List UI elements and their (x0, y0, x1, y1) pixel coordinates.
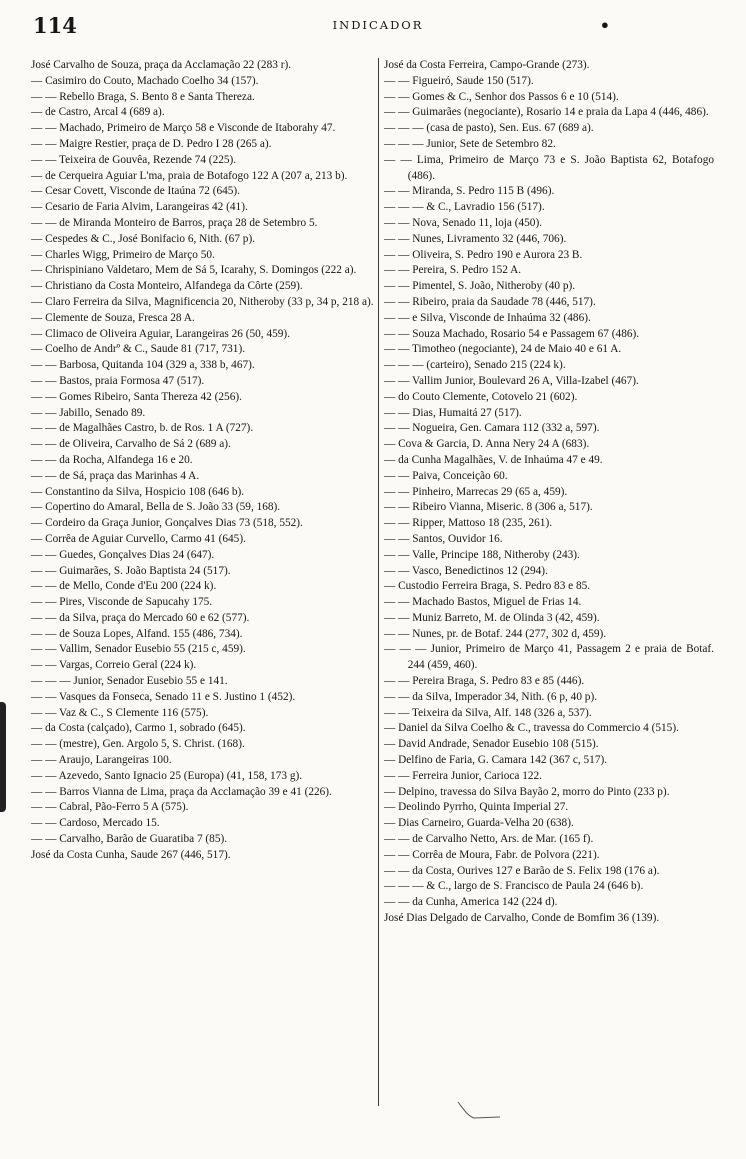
directory-entry: — Cesario de Faria Alvim, Larangeiras 42 (41). (31, 201, 248, 214)
directory-entry: — — da Silva, praça do Mercado 60 e 62 (577). (31, 611, 250, 624)
directory-entry: — — Nogueira, Gen. Camara 112 (332 a, 597). (384, 422, 600, 435)
directory-entry: — — de Carvalho Netto, Ars. de Mar. (165 f). (384, 833, 594, 846)
page-header (33, 14, 723, 40)
directory-entry: — — Machado, Primeiro de Março 58 e Visconde de Itaborahy 47. (31, 122, 336, 135)
directory-entry: — — de Sá, praça das Marinhas 4 A. (31, 469, 200, 482)
directory-entry: — Custodio Ferreira Braga, S. Pedro 83 e 85. (384, 580, 591, 593)
left-column (31, 58, 374, 1108)
directory-entry: — do Couto Clemente, Cotovelo 21 (602). (384, 390, 578, 403)
directory-entry: — — Muniz Barreto, M. de Olinda 3 (42, 459). (384, 611, 600, 624)
directory-entry: — — (mestre), Gen. Argolo 5, S. Christ. (168). (31, 738, 245, 751)
running-head: INDICADOR (332, 18, 424, 32)
directory-entry: — — Vargas, Correio Geral (224 k). (31, 659, 197, 672)
directory-entry: — — de Mello, Conde d'Eu 200 (224 k). (31, 580, 217, 593)
directory-entry: — — Cardoso, Mercado 15. (31, 817, 160, 830)
directory-entry: — — Pereira Braga, S. Pedro 83 e 85 (446). (384, 675, 585, 688)
directory-entry: José da Costa Cunha, Saude 267 (446, 517). (31, 848, 231, 861)
directory-entry: — — Gomes Ribeiro, Santa Thereza 42 (256). (31, 390, 242, 403)
directory-entry: — Casimiro do Couto, Machado Coelho 34 (157). (31, 74, 259, 87)
directory-entry: — — Vasco, Benedictinos 12 (294). (384, 564, 548, 577)
directory-entry: — — Corrêa de Moura, Fabr. de Polvora (221). (384, 848, 600, 861)
directory-entry: — — Figueiró, Saude 150 (517). (384, 74, 534, 87)
directory-entry: — — Machado Bastos, Miguel de Frias 14. (384, 596, 582, 609)
directory-entry: — — e Silva, Visconde de Inhaúma 32 (486). (384, 311, 591, 324)
directory-entry: — Dias Carneiro, Guarda-Velha 20 (638). (384, 817, 574, 830)
directory-entry: — — de Souza Lopes, Alfand. 155 (486, 734). (31, 627, 243, 640)
directory-entry: — — Ribeiro, praia da Saudade 78 (446, 517). (384, 295, 596, 308)
directory-entry: — — Carvalho, Barão de Guaratiba 7 (85). (31, 833, 228, 846)
directory-entry: — Charles Wigg, Primeiro de Março 50. (31, 248, 215, 261)
directory-entry: — — — & C., largo de S. Francisco de Paula 24 (646 b). (384, 880, 644, 893)
directory-entry: — Copertino do Amaral, Bella de S. João 33 (59, 168). (31, 501, 281, 514)
directory-entry: — — Ferreira Junior, Carioca 122. (384, 769, 542, 782)
directory-entry: — — — (casa de pasto), Sen. Eus. 67 (689 a). (384, 122, 594, 135)
directory-entry: — — Vasques da Fonseca, Senado 11 e S. Justino 1 (452). (31, 690, 296, 703)
directory-entry: — de Castro, Arcal 4 (689 a). (31, 106, 165, 119)
directory-entry: — Delpino, travessa do Silva Bayão 2, morro do Pinto (233 p). (384, 785, 670, 798)
directory-entry: — — Azevedo, Santo Ignacio 25 (Europa) (41, 158, 173 g). (31, 769, 303, 782)
directory-entry: — — Ribeiro Vianna, Miseric. 8 (306 a, 517). (384, 501, 593, 514)
directory-entry: — — Lima, Primeiro de Março 73 e S. João Baptista 62, Botafogo (486). (384, 153, 714, 182)
directory-entry: — — Teixeira da Silva, Alf. 148 (326 a, 537). (384, 706, 592, 719)
directory-entry: — — Vallim, Senador Eusebio 55 (215 c, 459). (31, 643, 246, 656)
directory-entry: — Clemente de Souza, Fresca 28 A. (31, 311, 195, 324)
binding-shadow (0, 702, 6, 812)
directory-entry: — — da Rocha, Alfandega 16 e 20. (31, 453, 193, 466)
directory-entry: — — Santos, Ouvidor 16. (384, 532, 503, 545)
directory-entry: José Dias Delgado de Carvalho, Conde de Bomfim 36 (139). (384, 912, 660, 925)
directory-entry: — — Gomes & C., Senhor dos Passos 6 e 10 (514). (384, 90, 619, 103)
directory-entry: — Constantino da Silva, Hospicio 108 (646 b). (31, 485, 245, 498)
directory-entry: — — Maigre Restier, praça de D. Pedro I 28 (265 a). (31, 137, 272, 150)
directory-entry: — — Guedes, Gonçalves Dias 24 (647). (31, 548, 215, 561)
directory-entry: — — Ripper, Mattoso 18 (235, 261). (384, 517, 553, 530)
directory-entry: — — Vallim Junior, Boulevard 26 A, Villa-Izabel (467). (384, 374, 639, 387)
directory-entry: — Cova & Garcia, D. Anna Nery 24 A (683). (384, 438, 590, 451)
directory-entry: — — Rebello Braga, S. Bento 8 e Santa Thereza. (31, 90, 255, 103)
directory-entry: — Coelho de Andrº & C., Saude 81 (717, 731). (31, 343, 246, 356)
column-divider (378, 58, 379, 1106)
directory-entry: — da Cunha Magalhães, V. de Inhaúma 47 e 49. (384, 453, 603, 466)
directory-entry: — — Jabillo, Senado 89. (31, 406, 146, 419)
directory-entry: — — Araujo, Larangeiras 100. (31, 754, 172, 767)
pen-mark-icon (456, 1098, 516, 1122)
directory-entry: — — Vaz & C., S Clemente 116 (575). (31, 706, 209, 719)
page-number: 114 (33, 13, 77, 38)
directory-entry: — — Dias, Humaitá 27 (517). (384, 406, 522, 419)
directory-entry: — — Guimarães, S. João Baptista 24 (517). (31, 564, 231, 577)
directory-entry: — — Nunes, pr. de Botaf. 244 (277, 302 d, 459). (384, 627, 607, 640)
directory-entry: — — de Oliveira, Carvalho de Sá 2 (689 a). (31, 438, 231, 451)
directory-entry: — Daniel da Silva Coelho & C., travessa do Commercio 4 (515). (384, 722, 679, 735)
directory-entry: — Climaco de Oliveira Aguiar, Larangeiras 26 (50, 459). (31, 327, 290, 340)
directory-entry: José Carvalho de Souza, praça da Acclamação 22 (283 r). (31, 59, 292, 71)
directory-entry: — — — (carteiro), Senado 215 (224 k). (384, 359, 566, 372)
directory-entry: — — Bastos, praia Formosa 47 (517). (31, 374, 205, 387)
directory-entry: — Delfino de Faria, G. Camara 142 (367 c, 517). (384, 754, 608, 767)
directory-entry: — — Paiva, Conceição 60. (384, 469, 508, 482)
directory-entry: — de Cerqueira Aguiar L'ma, praia de Botafogo 122 A (207 a, 213 b). (31, 169, 348, 182)
printer-dot: • (599, 16, 610, 35)
directory-entry: — — Pimentel, S. João, Nitheroby (40 p). (384, 280, 576, 293)
directory-entry: — — Timotheo (negociante), 24 de Maio 40 e 61 A. (384, 343, 622, 356)
directory-entry: — Christiano da Costa Monteiro, Alfandega da Côrte (259). (31, 280, 303, 293)
directory-entry: — — — & C., Lavradio 156 (517). (384, 201, 545, 214)
directory-entry: — — Nova, Senado 11, loja (450). (384, 216, 543, 229)
directory-entry: — Claro Ferreira da Silva, Magnificencia 20, Nitheroby (33 p, 34 p, 218 a). (31, 295, 374, 308)
directory-entry: — — Oliveira, S. Pedro 190 e Aurora 23 B. (384, 248, 583, 261)
directory-entry: — — Pinheiro, Marrecas 29 (65 a, 459). (384, 485, 568, 498)
directory-entry: — Corrêa de Aguiar Curvello, Carmo 41 (645). (31, 532, 246, 545)
directory-entry: — — — Junior, Senador Eusebio 55 e 141. (31, 675, 228, 688)
directory-entry: — David Andrade, Senador Eusebio 108 (515). (384, 738, 599, 751)
directory-entry: — — da Costa, Ourives 127 e Barão de S. Felix 198 (176 a). (384, 864, 660, 877)
directory-entry: — — Guimarães (negociante), Rosario 14 e praia da Lapa 4 (446, 486). (384, 106, 709, 119)
directory-entry: — — Barbosa, Quitanda 104 (329 a, 338 b, 467). (31, 359, 255, 372)
directory-entry: — — Miranda, S. Pedro 115 B (496). (384, 185, 555, 198)
directory-entry: — Cesar Covett, Visconde de Itaúna 72 (645). (31, 185, 240, 198)
directory-entry: — — Pereira, S. Pedro 152 A. (384, 264, 522, 277)
directory-entry: — — da Silva, Imperador 34, Nith. (6 p, 40 p). (384, 690, 598, 703)
directory-entry: — — Pires, Visconde de Sapucahy 175. (31, 596, 213, 609)
directory-entry: — — — Junior, Primeiro de Março 41, Passagem 2 e praia de Botaf. 244 (459, 460). (384, 643, 714, 672)
directory-entry: — Cordeiro da Graça Junior, Gonçalves Dias 73 (518, 552). (31, 517, 303, 530)
directory-entry: — — de Miranda Monteiro de Barros, praça 28 de Setembro 5. (31, 216, 318, 229)
directory-entry: — — — Junior, Sete de Setembro 82. (384, 137, 556, 150)
directory-entry: — — Souza Machado, Rosario 54 e Passagem 67 (486). (384, 327, 640, 340)
directory-entry: — — da Cunha, America 142 (224 d). (384, 896, 558, 909)
directory-entry: — — Teixeira de Gouvêa, Rezende 74 (225). (31, 153, 237, 166)
directory-entry: — Cespedes & C., José Bonifacio 6, Nith. (67 p). (31, 232, 256, 245)
directory-entry: — — de Magalhães Castro, b. de Ros. 1 A (727). (31, 422, 254, 435)
right-column (384, 58, 714, 1108)
directory-entry: José da Costa Ferreira, Campo-Grande (273). (384, 59, 590, 71)
directory-entry: — da Costa (calçado), Carmo 1, sobrado (645). (31, 722, 246, 735)
directory-entry: — — Barros Vianna de Lima, praça da Acclamação 39 e 41 (226). (31, 785, 332, 798)
directory-entry: — Deolindo Pyrrho, Quinta Imperial 27. (384, 801, 569, 814)
directory-entry: — — Nunes, Livramento 32 (446, 706). (384, 232, 567, 245)
directory-entry: — Chrispiniano Valdetaro, Mem de Sá 5, Icarahy, S. Domingos (222 a). (31, 264, 357, 277)
directory-entry: — — Cabral, Pão-Ferro 5 A (575). (31, 801, 189, 814)
directory-entry: — — Valle, Principe 188, Nitheroby (243). (384, 548, 580, 561)
